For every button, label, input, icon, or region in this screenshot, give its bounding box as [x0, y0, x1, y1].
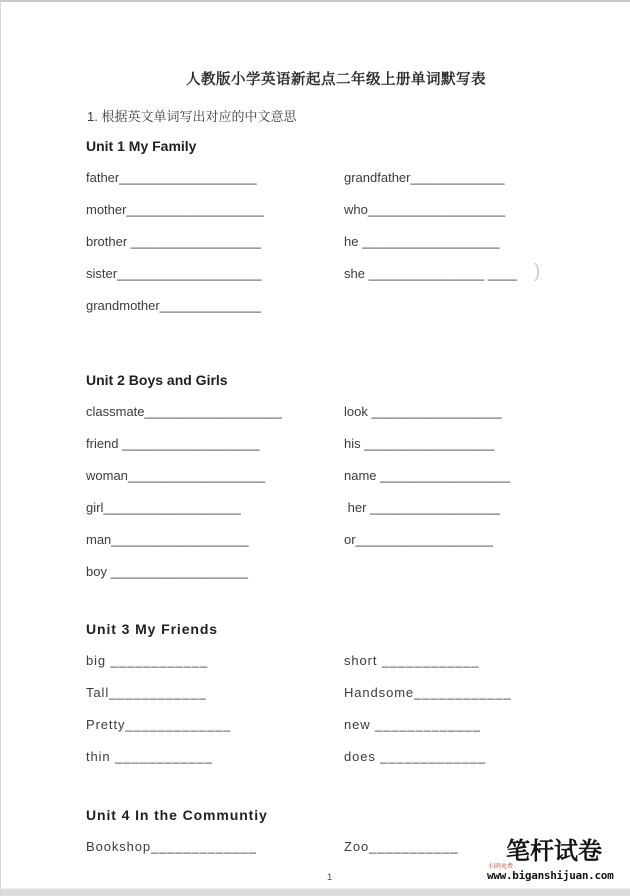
word-blank: she ________________ ____ [344, 266, 517, 281]
unit-3-section [86, 621, 611, 781]
word-blank: her __________________ [344, 500, 501, 515]
word-blank: short ____________ [344, 653, 480, 668]
page-number: 1 [327, 872, 333, 883]
word-blank: thin ____________ [86, 749, 213, 764]
unit-3-heading: Unit 3 My Friends [86, 621, 218, 637]
word-row [86, 266, 611, 298]
word-row [86, 749, 611, 781]
word-row [86, 404, 611, 436]
watermark-brand: 笔杆试卷 [506, 838, 602, 865]
word-blank: Tall____________ [86, 685, 207, 700]
word-blank: look __________________ [344, 404, 502, 419]
word-blank: man___________________ [86, 532, 249, 547]
next-page-chevron-icon[interactable]: ) [534, 261, 541, 282]
word-blank: brother __________________ [86, 234, 261, 249]
word-blank: name __________________ [344, 468, 511, 483]
instruction-text: 1. 根据英文单词写出对应的中文意思 [87, 109, 297, 124]
word-blank: big ____________ [86, 653, 209, 668]
unit-2-heading: Unit 2 Boys and Girls [86, 372, 228, 388]
word-row [86, 564, 611, 596]
word-row [86, 685, 611, 717]
word-blank: Bookshop_____________ [86, 839, 257, 854]
bottom-scroll-edge [1, 888, 630, 896]
word-blank: does _____________ [344, 749, 486, 764]
word-blank: friend ___________________ [86, 436, 260, 451]
unit-2-section [86, 372, 611, 596]
word-blank: boy ___________________ [86, 564, 248, 579]
unit-4-heading: Unit 4 In the Communtiy [86, 807, 268, 823]
word-row [86, 468, 611, 500]
word-blank: his __________________ [344, 436, 495, 451]
word-blank: new _____________ [344, 717, 481, 732]
word-row [86, 170, 611, 202]
word-blank: mother___________________ [86, 202, 264, 217]
word-blank: who___________________ [344, 202, 506, 217]
word-row [86, 202, 611, 234]
word-blank: woman___________________ [86, 468, 266, 483]
word-blank: or___________________ [344, 532, 493, 547]
word-blank: classmate___________________ [86, 404, 282, 419]
word-row [86, 532, 611, 564]
word-row [86, 653, 611, 685]
word-row [86, 717, 611, 749]
word-blank: grandmother______________ [86, 298, 261, 313]
word-row [86, 234, 611, 266]
word-blank: Pretty_____________ [86, 717, 232, 732]
word-row [86, 500, 611, 532]
watermark-url: www.biganshijuan.com [487, 869, 614, 882]
word-blank: father___________________ [86, 170, 257, 185]
unit-1-heading: Unit 1 My Family [86, 138, 197, 154]
word-blank: Zoo___________ [344, 839, 459, 854]
word-blank: sister____________________ [86, 266, 262, 281]
word-blank: he ___________________ [344, 234, 500, 249]
word-blank: grandfather_____________ [344, 170, 505, 185]
word-blank: Handsome____________ [344, 685, 512, 700]
word-blank: girl___________________ [86, 500, 241, 515]
word-row [86, 436, 611, 468]
watermark-red-tag: 扫码免费 [489, 864, 514, 870]
page-title: 人教版小学英语新起点二年级上册单词默写表 [186, 72, 486, 88]
unit-1-section [86, 138, 611, 330]
word-row [86, 298, 611, 330]
